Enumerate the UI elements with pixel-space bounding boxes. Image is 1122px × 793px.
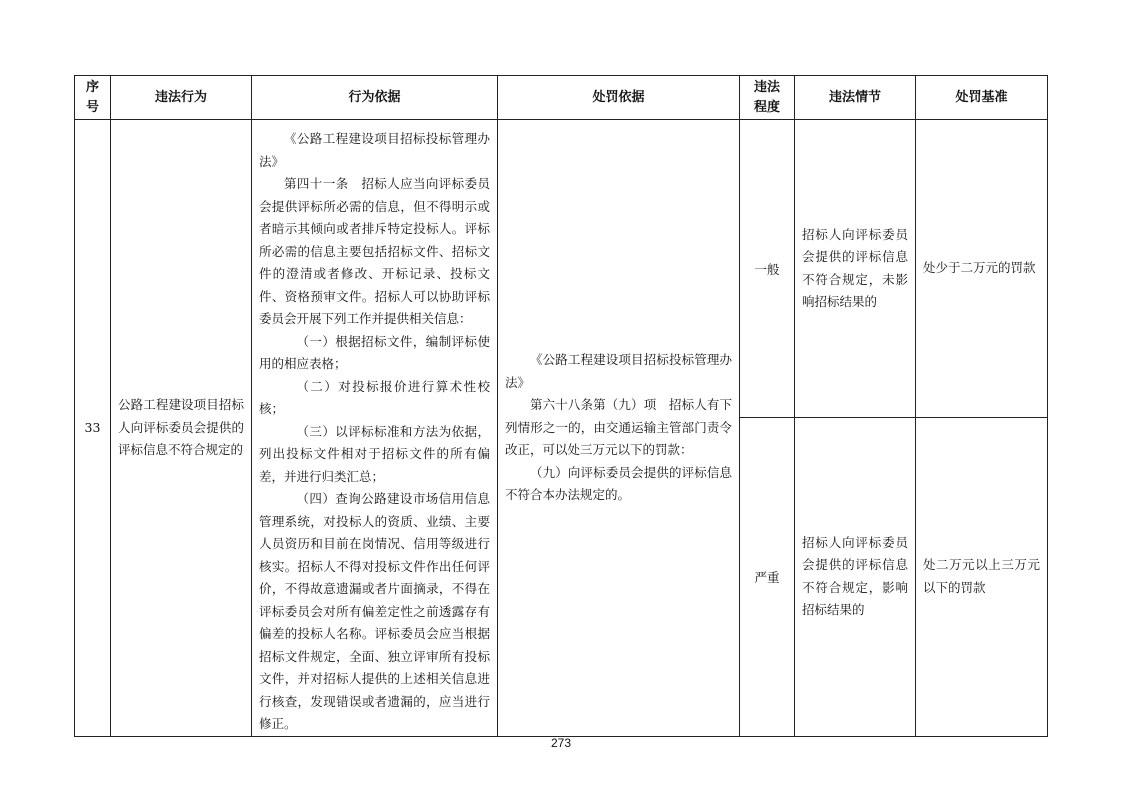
header-basis: 行为依据 xyxy=(252,76,498,120)
penalty-paragraph: （九）向评标委员会提供的评标信息不符合本办法规定的。 xyxy=(505,464,732,502)
standard-serious: 处二万元以上三万元以下的罚款 xyxy=(916,418,1048,736)
header-standard: 处罚基准 xyxy=(916,76,1048,120)
circumstance-serious: 招标人向评标委员会提供的评标信息不符合规定，影响招标结果的 xyxy=(795,418,916,736)
penalty-paragraph: 第六十八条第（九）项 招标人有下列情形之一的，由交通运输主管部门责令改正，可以处三万元以下的罚款： xyxy=(505,397,732,457)
basis-paragraph: 第四十一条 招标人应当向评标委员会提供评标所必需的信息，但不得明示或者暗示其倾向或者排斥特定投标人。评标所必需的信息主要包括招标文件、招标文件的澄清或者修改、开标记录、投标文件、资格预审文件。招标人可以协助评标委员会开展下列工作并提供相关信息： xyxy=(259,176,490,326)
row-penalty-basis xyxy=(498,120,740,737)
header-row xyxy=(75,76,1048,120)
page-number: 273 xyxy=(550,736,572,750)
basis-paragraph: （一）根据招标文件，编制评标使用的相应表格； xyxy=(259,333,490,371)
penalty-paragraph: 《公路工程建设项目招标投标管理办法》 xyxy=(505,352,732,390)
header-behavior: 违法行为 xyxy=(111,76,252,120)
basis-paragraph: （三）以评标标准和方法为依据，列出投标文件相对于招标文件的所有偏差，并进行归类汇总； xyxy=(259,423,490,484)
basis-paragraph: （四）查询公路建设市场信用信息管理系统，对投标人的资质、业绩、主要人员资历和目前在岗情况、信用等级进行核实。招标人不得对投标文件作出任何评价，不得故意遗漏或者片面摘录，不得在评标委员会对所有偏差定性之前透露存有偏差的投标人名称。评标委员会应当根据招标文件规定，全面、独立评审所有投标文件，并对招标人提供的上述相关信息进行核查，发现错误或者遗漏的，应当进行修正。 xyxy=(259,491,490,731)
basis-paragraph: 《公路工程建设项目招标投标管理办法》 xyxy=(259,131,490,169)
basis-paragraph: （二）对投标报价进行算术性校核； xyxy=(259,378,490,416)
row-seq: 33 xyxy=(75,120,111,737)
circumstance-general: 招标人向评标委员会提供的评标信息不符合规定，未影响招标结果的 xyxy=(795,120,916,418)
header-degree: 违法 程度 xyxy=(740,76,795,120)
header-seq: 序 号 xyxy=(75,76,111,120)
header-circumstance: 违法情节 xyxy=(795,76,916,120)
table-row xyxy=(75,120,1048,418)
header-penalty-basis: 处罚依据 xyxy=(498,76,740,120)
penalty-standard-table xyxy=(74,75,1048,737)
row-basis xyxy=(252,120,498,737)
standard-general: 处少于二万元的罚款 xyxy=(916,120,1048,418)
degree-serious: 严重 xyxy=(740,418,795,736)
row-behavior: 公路工程建设项目招标人向评标委员会提供的评标信息不符合规定的 xyxy=(111,120,252,737)
degree-general: 一般 xyxy=(740,120,795,418)
